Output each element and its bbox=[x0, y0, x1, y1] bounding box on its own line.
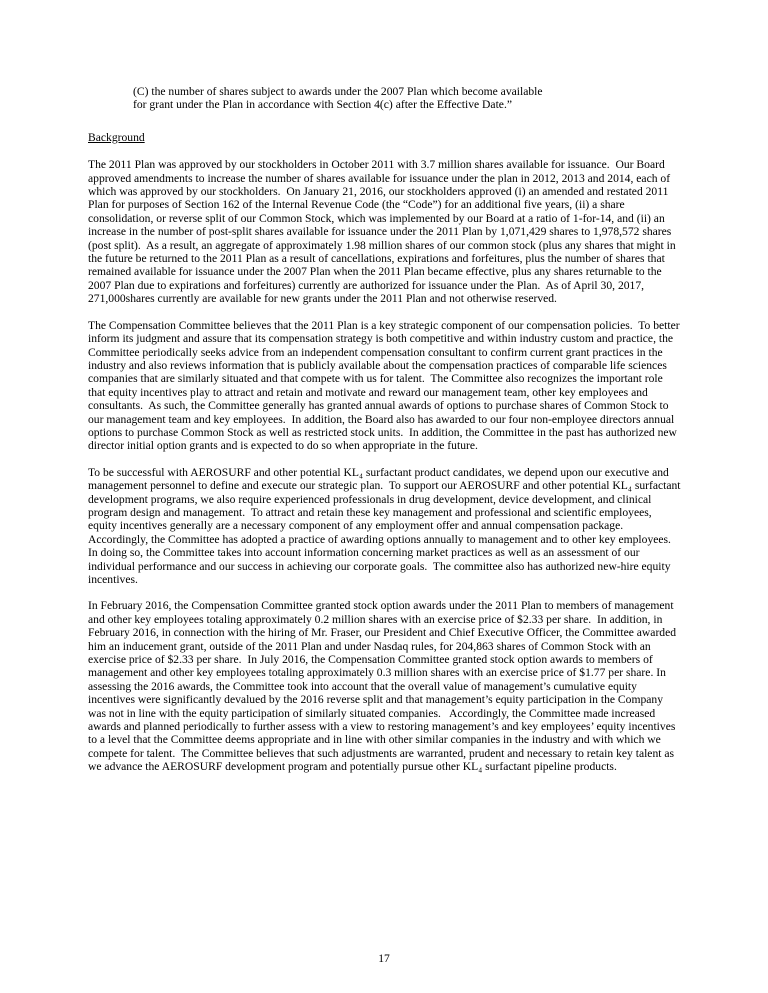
excerpt-clause-c bbox=[133, 85, 682, 112]
paragraph-plan-history: The 2011 Plan was approved by our stockholders in October 2011 with 3.7 million shares available for issuance. Our Board approved amendments to increase the number of shares available for issuance under the plan in 2012, 2013 and 2014, each of which was approved by our stockholders. On January 21, 2016, our stockholders approved (i) an amended and restated 2011 Plan for purposes of Section 162 of the Internal Revenue Code (the “Code”) for an additional five years, (ii) a share consolidation, or reverse split of our Common Stock, which was implemented by our Board at a ratio of 1-for-14, and (ii) an increase in the number of post-split shares available for issuance under the 2011 Plan by 1,071,429 shares to 1,978,572 shares (post split). As a result, an aggregate of approximately 1.98 million shares of our common stock (plus any shares that might in the future be returned to the 2011 Plan as a result of cancellations, expirations and forfeitures, plus the number of shares that remained available for issuance under the 2007 Plan when the 2011 Plan became effective, plus any shares returnable to the 2007 Plan due to expirations and forfeitures) currently are authorized for issuance under the Plan. As of April 30, 2017, 271,000shares currently are available for new grants under the 2011 Plan and not otherwise reserved. bbox=[88, 158, 679, 306]
paragraph-aerosurf-strategy: To be successful with AEROSURF and other potential KL₄ surfactant product candidates, we depend upon our executive and management personnel to define and execute our strategic plan. To support our AEROSURF and other potential KL₄ surfactant development programs, we also require experienced professionals in drug development, device development, and clinical program design and management. To attract and retain these key management and professional and scientific employees, equity incentives generally are a necessary component of any employment offer and annual compensation package. Accordingly, the Committee has adopted a practice of awarding options annually to management and to other key employees. In doing so, the Committee takes into account information concerning market practices as well as an assessment of our individual performance and our success in achieving our corporate goals. The committee also has authorized new-hire equity incentives. bbox=[88, 465, 684, 586]
section-heading-background: Background bbox=[88, 130, 145, 144]
page-number: 17 bbox=[378, 951, 390, 965]
paragraph-committee-beliefs: The Compensation Committee believes that the 2011 Plan is a key strategic component of our compensation policies. To better inform its judgment and assure that its compensation strategy is both competitive and within industry custom and practice, the Committee periodically seeks advice from an independent compensation consultant to confirm current grant practices in the industry and also reviews information that is publicly available about the compensation practices of comparable life sciences companies that are similarly situated and that compete with us for talent. The Committee also recognizes the important role that equity incentives play to attract and retain and motivate and reward our management team, other key employees and consultants. As such, the Committee generally has granted annual awards of options to purchase shares of Common Stock to our management team and key employees. In addition, the Board also has awarded to our four non-employee directors annual options to purchase Common Stock as well as restricted stock units. In addition, the Committee in the past has authorized new director initial option grants and is expected to do so when appropriate in the future. bbox=[88, 318, 683, 453]
excerpt-line-2: for grant under the Plan in accordance with Section 4(c) after the Effective Date.” bbox=[133, 98, 512, 112]
paragraph-2016-awards: In February 2016, the Compensation Committee granted stock option awards under the 2011 Plan to members of management and other key employees totaling approximately 0.2 million shares with an exercise price of $2.33 per share. In addition, in February 2016, in connection with the hiring of Mr. Fraser, our President and Chief Executive Officer, the Committee awarded him an inducement grant, outside of the 2011 Plan and under Nasdaq rules, for 204,863 shares of Common Stock with an exercise price of $2.33 per share. In July 2016, the Compensation Committee granted stock option awards to members of management and other key employees totaling approximately 0.3 million shares with an exercise price of $1.77 per share. In assessing the 2016 awards, the Committee took into account that the overall value of management’s cumulative equity incentives were significantly devalued by the 2016 reverse split and that management’s equity participation in the Company was not in line with the equity participation of similarly situated companies. Accordingly, the Committee made increased awards and planned periodically to further assess with a view to restoring management’s and key employees’ equity incentives to a level that the Committee deems appropriate and in line with other similar companies in the industry and with which we compete for talent. The Committee believes that such adjustments are warranted, prudent and necessary to retain key talent as we advance the AEROSURF development program and potentially pursue other KL₄ surfactant pipeline products. bbox=[88, 599, 679, 774]
excerpt-line-1: (C) the number of shares subject to awards under the 2007 Plan which become available bbox=[133, 85, 543, 98]
